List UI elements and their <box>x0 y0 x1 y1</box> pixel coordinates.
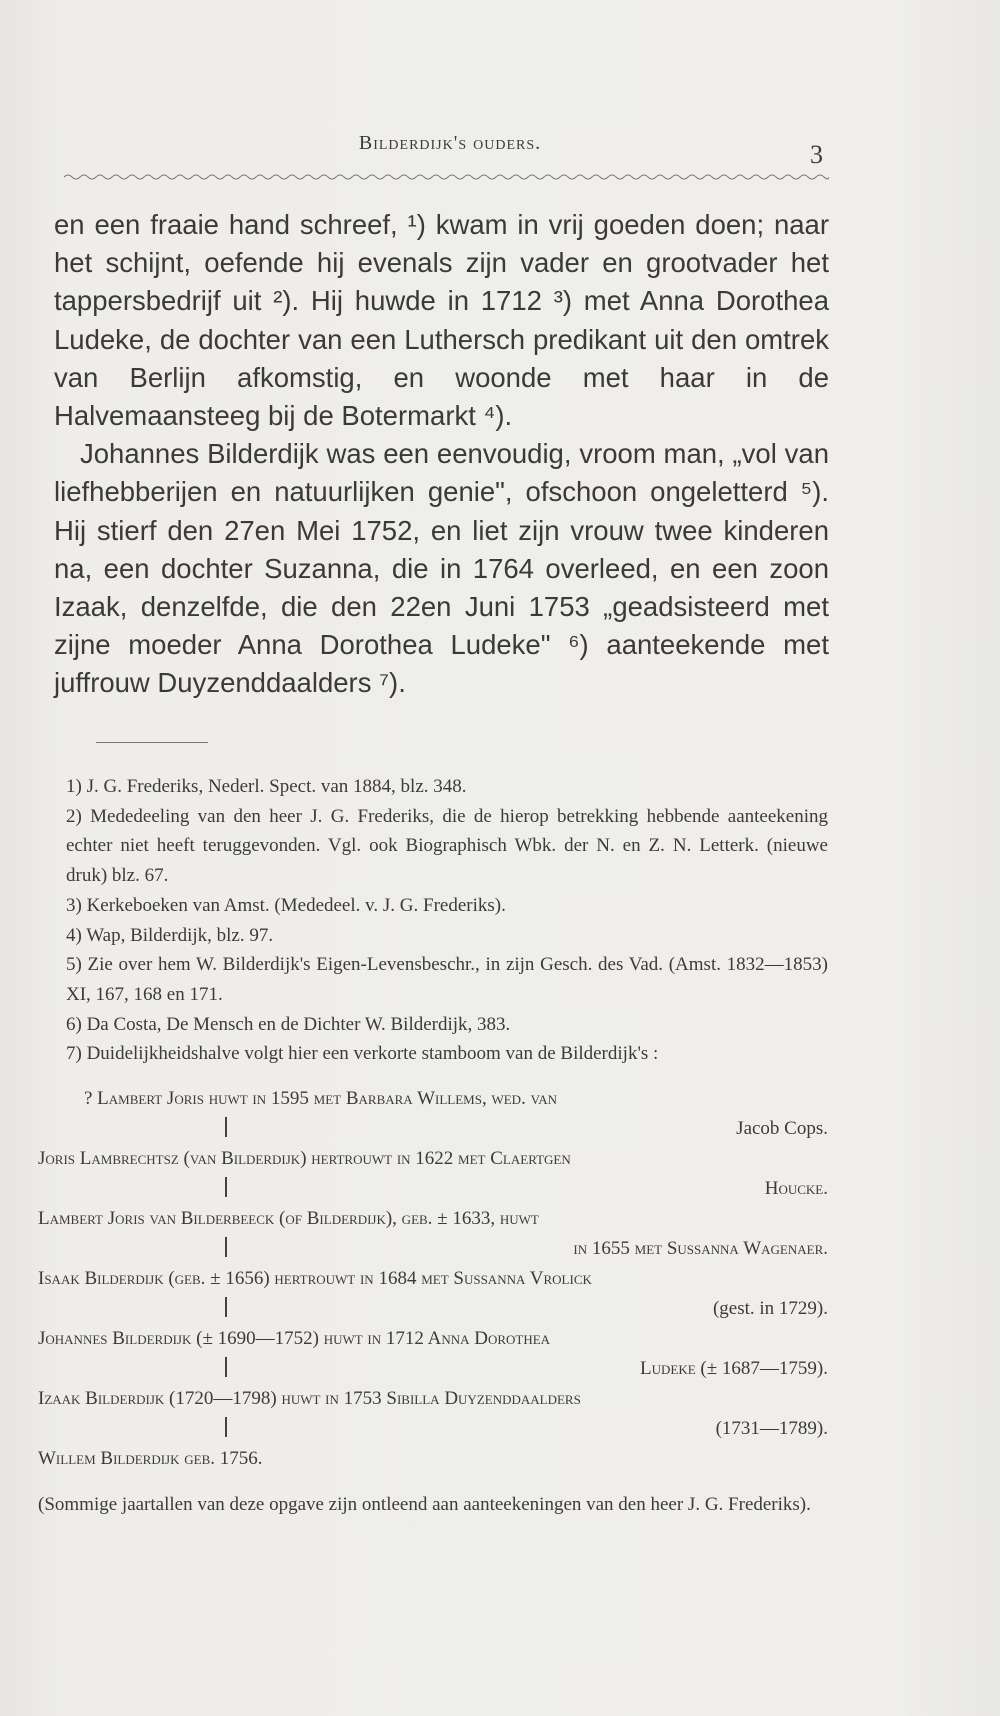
tree-line-left: Isaak Bilderdijk (geb. ± 1656) hertrouwt in 1684 met Sussanna Vrolick <box>38 1268 592 1289</box>
tree-row <box>38 1294 828 1324</box>
tree-line-left: ? Lambert Joris huwt in 1595 met Barbara Willems, wed. van <box>84 1088 558 1109</box>
lineage-bar <box>225 1417 227 1437</box>
tree-line-right: (1731—1789). <box>715 1418 828 1439</box>
lineage-bar <box>225 1117 227 1137</box>
footnote-7: 7) Duidelijkheidshalve volgt hier een verkorte stamboom van de Bilderdijk's : <box>66 1043 659 1065</box>
tree-row <box>38 1354 828 1384</box>
running-head: Bilderdijk's ouders. <box>358 132 542 154</box>
paragraph-2: Johannes Bilderdijk was een eenvoudig, vroom man, „vol van liefhebberijen en natuurlijken genie", ofschoon ongeletterd ⁵). Hij stierf den 27en Mei 1752, en liet zijn vrouw twee kinderen na, een dochter Suzanna, die in 1764 overleed, en een zoon Izaak, denzelfde, die den 22en Juni 1753 „geadsisteerd met zijne moeder Anna Dorothea Ludeke" ⁶) aanteekende met juffrouw Duyzenddaalders ⁷). <box>54 438 829 699</box>
tree-row <box>38 1264 828 1294</box>
lineage-bar <box>225 1177 227 1197</box>
footnote-3: 3) Kerkeboeken van Amst. (Mededeel. v. J. G. Frederiks). <box>66 894 506 916</box>
tree-line-left: Willem Bilderdijk geb. 1756. <box>38 1448 263 1469</box>
tree-row <box>38 1084 828 1114</box>
tree-row <box>38 1414 828 1444</box>
lineage-bar <box>225 1357 227 1377</box>
tree-row <box>38 1114 828 1144</box>
page-number: 3 <box>810 140 823 169</box>
tree-line-left: Johannes Bilderdijk (± 1690—1752) huwt in 1712 Anna Dorothea <box>38 1328 551 1349</box>
tree-line-left: Izaak Bilderdijk (1720—1798) huwt in 1753 Sibilla Duyzenddaalders <box>38 1388 581 1409</box>
footnote-5: 5) Zie over hem W. Bilderdijk's Eigen-Levensbeschr., in zijn Gesch. des Vad. (Amst. 1832—1853) XI, 167, 168 en 171. <box>66 954 828 1005</box>
tree-row <box>38 1204 828 1234</box>
footnote-6: 6) Da Costa, De Mensch en de Dichter W. Bilderdijk, 383. <box>66 1013 511 1035</box>
closing-note: (Sommige jaartallen van deze opgave zijn ontleend aan aanteekeningen van den heer J. G. Frederiks). <box>38 1494 811 1515</box>
footnote-1: 1) J. G. Frederiks, Nederl. Spect. van 1884, blz. 348. <box>66 776 467 797</box>
lineage-bar <box>225 1297 227 1317</box>
tree-line-right: Houcke. <box>764 1178 828 1199</box>
tree-line-left: Lambert Joris van Bilderbeeck (of Bilderdijk), geb. ± 1633, huwt <box>38 1208 539 1229</box>
main-text <box>54 206 829 703</box>
tree-row <box>38 1234 828 1264</box>
header-rule <box>64 172 829 182</box>
tree-line-left: Joris Lambrechtsz (van Bilderdijk) hertrouwt in 1622 met Claertgen <box>38 1148 571 1169</box>
tree-line-right: Ludeke (± 1687—1759). <box>640 1358 828 1379</box>
footnote-4: 4) Wap, Bilderdijk, blz. 97. <box>66 924 274 946</box>
tree-line-right: in 1655 met Sussanna Wagenaer. <box>573 1238 828 1259</box>
footnote-rule <box>96 742 208 743</box>
tree-row <box>38 1324 828 1354</box>
tree-row <box>38 1384 828 1414</box>
tree-line-right: (gest. in 1729). <box>712 1298 828 1319</box>
paragraph-1: en een fraaie hand schreef, ¹) kwam in vrij goeden doen; naar het schijnt, oefende hij evenals zijn vader en grootvader het tappersbedrijf uit ²). Hij huwde in 1712 ³) met Anna Dorothea Ludeke, de dochter van een Luthersch predikant uit den omtrek van Berlijn afkomstig, en woonde met haar in de Halvemaansteeg bij de Botermarkt ⁴). <box>54 209 829 432</box>
family-tree <box>38 1084 828 1474</box>
lineage-bar <box>225 1237 227 1257</box>
tree-row <box>38 1444 828 1474</box>
tree-row <box>38 1144 828 1174</box>
tree-row <box>38 1174 828 1204</box>
footnotes <box>46 772 828 1069</box>
footnote-2: 2) Mededeeling van den heer J. G. Frederiks, die de hierop betrekking hebbende aanteekening echter niet heeft teruggevonden. Vgl. ook Biographisch Wbk. der N. en Z. N. Letterk. (nieuwe druk) blz. 67. <box>66 805 828 887</box>
tree-line-right: Jacob Cops. <box>736 1118 828 1139</box>
